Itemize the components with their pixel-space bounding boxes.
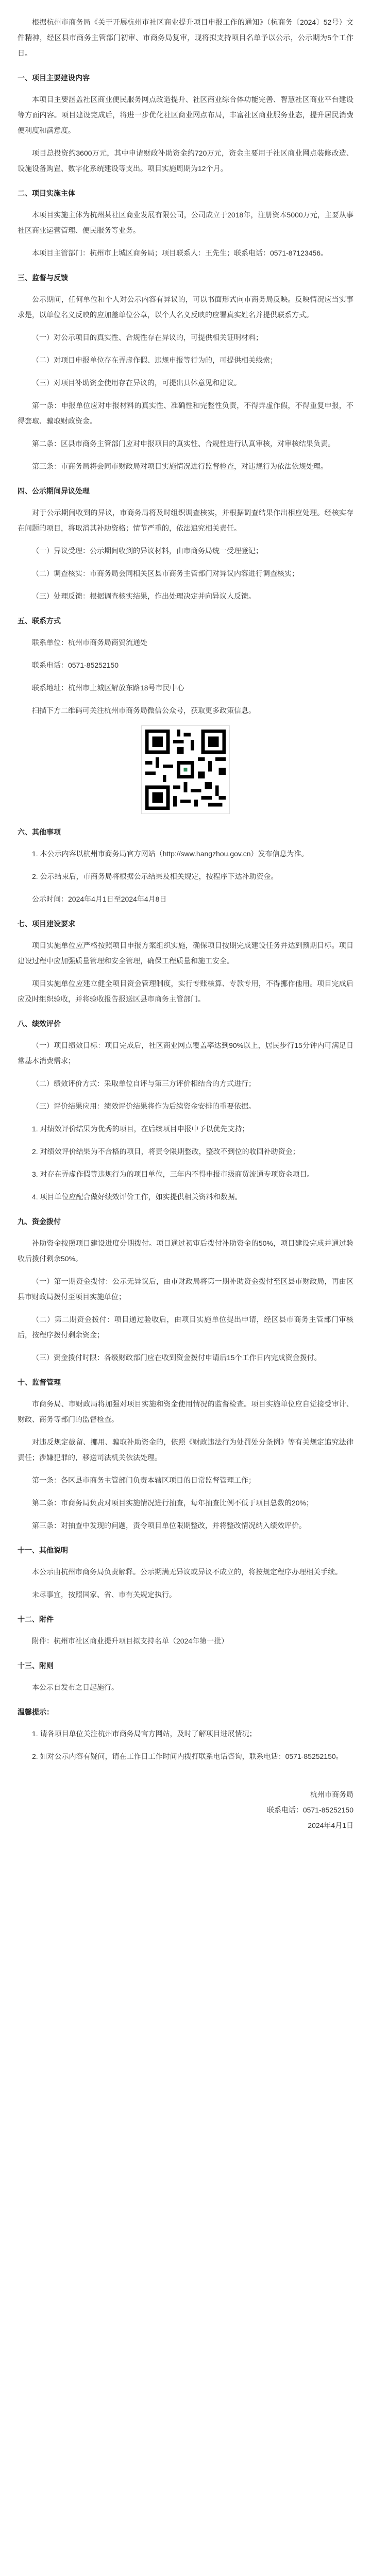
section-paragraph: 联系地址：杭州市上城区解放东路18号市民中心 [32,684,184,692]
section-paragraph: 本项目实施主体为杭州某社区商业发展有限公司，公司成立于2018年，注册资本5000万元，主要从事社区商业运营管理、便民服务等业务。 [18,211,353,234]
section-title: 十、监督管理 [18,1378,61,1386]
section-paragraph: 补助资金按照项目建设进度分期拨付。项目通过初审后拨付补助资金的50%，项目建设完成并通过验收后拨付剩余50%。 [18,1239,353,1263]
section-paragraph: （三）评价结果应用：绩效评价结果将作为后续资金安排的重要依据。 [32,1102,256,1110]
section-paragraph: （一）项目绩效目标：项目完成后，社区商业网点覆盖率达到90%以上，居民步行15分钟内可满足日常基本消费需求； [18,1041,353,1065]
section-title: 七、项目建设要求 [18,920,75,928]
section-paragraph: （二）对项目申报单位存在弄虚作假、违规申报等行为的，可提供相关线索； [32,356,277,364]
section-paragraph: （三）资金拨付时限：各级财政部门应在收到资金拨付申请后15个工作日内完成资金拨付。 [32,1353,322,1362]
signature-org: 杭州市商务局 [310,1790,353,1799]
section-paragraph: 本项目主要涵盖社区商业便民服务网点改造提升、社区商业综合体功能完善、智慧社区商业平台建设等方面内容。项目建设完成后，将进一步优化社区商业网点布局，丰富社区商业服务业态，提升居民消费便利度和满意度。 [18,95,353,134]
section-paragraph: 联系电话：0571-85252150 [32,661,119,669]
section-paragraph: （三）对项目补助资金使用存在异议的，可提出具体意见和建议。 [32,379,241,387]
section-paragraph: 1. 对绩效评价结果为优秀的项目，在后续项目申报中予以优先支持； [32,1125,249,1133]
sections-container [18,70,353,718]
section-title: 一、项目主要建设内容 [18,74,90,82]
section-paragraph: 1. 本公示内容以杭州市商务局官方网站（http://sww.hangzhou.gov.cn）发布信息为准。 [32,850,309,858]
section-paragraph: 本项目主管部门：杭州市上城区商务局；项目联系人：王先生；联系电话：0571-87123456。 [32,249,328,257]
section-paragraph: 3. 对存在弄虚作假等违规行为的项目单位，三年内不得申报市级商贸流通专项资金项目。 [32,1170,314,1178]
section-paragraph: 第三条：对抽查中发现的问题，责令项目单位限期整改，并将整改情况纳入绩效评价。 [32,1521,306,1530]
section-paragraph: （一）异议受理：公示期间收到的异议材料，由市商务局统一受理登记； [32,547,263,555]
signature-date: 2024年4月1日 [308,1821,353,1829]
section-paragraph: 扫描下方二维码可关注杭州市商务局微信公众号，获取更多政策信息。 [32,706,256,715]
sections-after-container [18,824,353,1764]
section-paragraph: 4. 项目单位应配合做好绩效评价工作，如实提供相关资料和数据。 [32,1193,242,1201]
section-paragraph: 本公示自发布之日起施行。 [32,1683,119,1691]
section-paragraph: 第三条：市商务局将会同市财政局对项目实施情况进行监督检查，对违规行为依法依规处理。 [32,462,328,470]
section-paragraph: （二）绩效评价方式：采取单位自评与第三方评价相结合的方式进行； [32,1079,256,1088]
section-paragraph: 市商务局、市财政局将加强对项目实施和资金使用情况的监督检查。项目实施单位应自觉接受审计、财政、商务等部门的监督检查。 [18,1400,353,1423]
section-title: 九、资金拨付 [18,1217,61,1226]
section-paragraph: 对违反规定截留、挪用、骗取补助资金的，依照《财政违法行为处罚处分条例》等有关规定追究法律责任；涉嫌犯罪的，移送司法机关依法处理。 [18,1438,353,1462]
section-title: 二、项目实施主体 [18,189,75,197]
section-paragraph: 第二条：区县市商务主管部门应对申报项目的真实性、合规性进行认真审核，对审核结果负责。 [32,439,335,448]
section-paragraph: 本公示由杭州市商务局负责解释。公示期满无异议或异议不成立的，将按规定程序办理相关手续。 [32,1568,342,1576]
section-paragraph: 公示期间，任何单位和个人对公示内容有异议的，可以书面形式向市商务局反映。反映情况应当实事求是，以单位名义反映的应加盖单位公章，以个人名义反映的应署真实姓名并提供联系方式。 [18,295,353,319]
qr-code-icon [141,725,230,814]
section-paragraph: 联系单位：杭州市商务局商贸流通处 [32,638,147,647]
section-title: 六、其他事项 [18,828,61,836]
section-paragraph: 第二条：市商务局负责对项目实施情况进行抽查，每年抽查比例不低于项目总数的20%； [32,1499,314,1507]
section-paragraph: 项目实施单位应严格按照项目申报方案组织实施，确保项目按期完成建设任务并达到预期目标。项目建设过程中应加强质量管理和安全管理，确保工程质量和施工安全。 [18,941,353,965]
section-paragraph: （三）处理反馈：根据调查核实结果，作出处理决定并向异议人反馈。 [32,592,256,600]
section-paragraph: 未尽事宜，按照国家、省、市有关规定执行。 [32,1590,176,1599]
section-title: 温馨提示： [18,1708,54,1716]
section-paragraph: 第一条：各区县市商务主管部门负责本辖区项目的日常监督管理工作； [32,1476,256,1484]
section-title: 三、监督与反馈 [18,274,68,282]
section-title: 四、公示期间异议处理 [18,487,90,495]
section-paragraph: 1. 请各项目单位关注杭州市商务局官方网站，及时了解项目进展情况； [32,1730,257,1738]
section-paragraph: （二）第二期资金拨付：项目通过验收后，由项目实施单位提出申请，经区县市商务主管部门审核后，按程序拨付剩余资金； [18,1315,353,1339]
intro-paragraph: 根据杭州市商务局《关于开展杭州市社区商业提升项目申报工作的通知》（杭商务〔2024〕52号）文件精神，经区县市商务主管部门初审、市商务局复审，现将拟支持项目名单予以公示，公示期为5个工作日。 [18,18,353,57]
section-paragraph: 2. 公示结束后，市商务局将根据公示结果及相关规定，按程序下达补助资金。 [32,872,278,880]
section-paragraph: 2. 如对公示内容有疑问，请在工作日工作时间内拨打联系电话咨询，联系电话：0571-85252150。 [32,1752,343,1760]
section-paragraph: （二）调查核实：市商务局会同相关区县市商务主管部门对异议内容进行调查核实； [32,569,299,578]
section-paragraph: （一）对公示项目的真实性、合规性存在异议的，可提供相关证明材料； [32,333,263,342]
section-title: 十二、附件 [18,1615,54,1623]
section-title: 十三、附则 [18,1662,54,1670]
section-paragraph: 对于公示期间收到的异议，市商务局将及时组织调查核实，并根据调查结果作出相应处理。经核实存在问题的项目，将取消其补助资格；情节严重的，依法追究相关责任。 [18,509,353,532]
section-title: 八、绩效评价 [18,1020,61,1028]
signature-contact: 联系电话：0571-85252150 [266,1806,353,1814]
section-paragraph: 附件：杭州市社区商业提升项目拟支持名单（2024年第一批） [32,1637,229,1645]
qr-code-container [18,725,353,814]
section-title: 五、联系方式 [18,617,61,625]
section-title: 十一、其他说明 [18,1546,68,1554]
section-paragraph: （一）第一期资金拨付：公示无异议后，由市财政局将第一期补助资金拨付至区县市财政局，再由区县市财政局拨付至项目实施单位； [18,1277,353,1301]
section-paragraph: 2. 对绩效评价结果为不合格的项目，将责令限期整改，整改不到位的收回补助资金； [32,1147,300,1156]
section-paragraph: 公示时间：2024年4月1日至2024年4月8日 [32,895,167,903]
section-paragraph: 项目实施单位应建立健全项目资金管理制度，实行专账核算、专款专用，不得挪作他用。项目完成后应及时组织验收，并将验收报告报送区县市商务主管部门。 [18,979,353,1003]
section-paragraph: 项目总投资约3600万元，其中申请财政补助资金约720万元，资金主要用于社区商业网点装修改造、设施设备购置、数字化系统建设等支出。项目实施周期为12个月。 [18,149,353,173]
section-paragraph: 第一条：申报单位应对申报材料的真实性、准确性和完整性负责，不得弄虚作假，不得重复申报，不得套取、骗取财政资金。 [18,401,353,425]
